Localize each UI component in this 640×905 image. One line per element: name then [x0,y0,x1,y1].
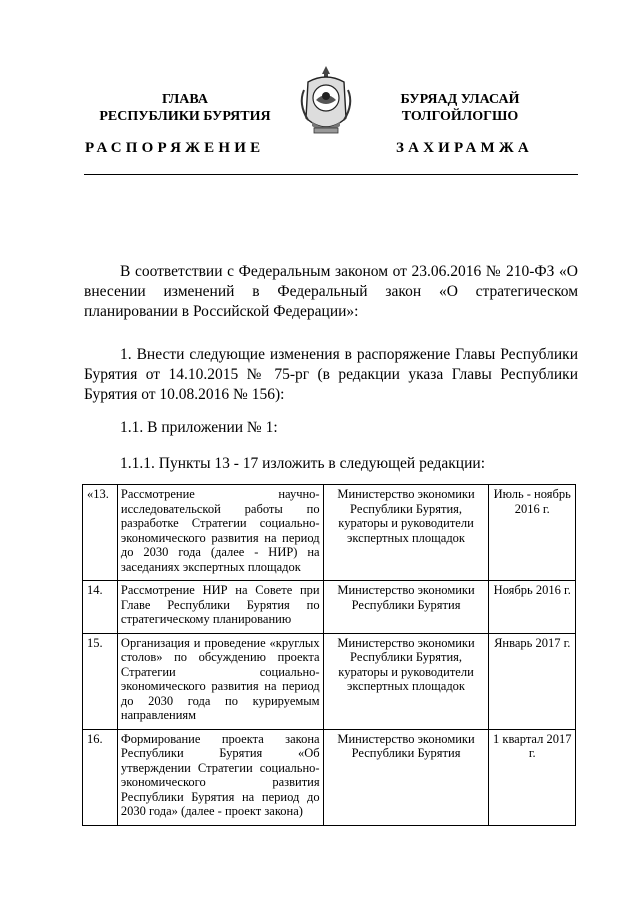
header-left-line1: ГЛАВА [162,92,208,107]
row-deadline: Январь 2017 г. [489,633,576,729]
table-row [83,485,576,581]
header-right-line2: ТОЛГОЙЛОГШО [401,109,519,124]
doc-type-left: РАСПОРЯЖЕНИЕ [85,140,265,156]
item-1-1-paragraph: 1.1. В приложении № 1: [120,419,278,436]
row-responsible: Министерство экономики Республики Бурятия [323,581,489,634]
row-number: 14. [83,581,118,634]
doc-type-right: ЗАХИРАМЖА [396,140,533,156]
row-description: Рассмотрение научно-исследовательской работы по разработке Стратегии социально-экономического развития на период до 2030 года (далее - НИР) на заседаниях экспертных площадок [117,485,323,581]
row-number: 16. [83,729,118,825]
intro-paragraph: В соответствии с Федеральным законом от 23.06.2016 № 210-ФЗ «О внесении изменений в Федеральный закон «О стратегическом планировании в Российской Федерации»: [84,263,578,320]
row-description: Рассмотрение НИР на Совете при Главе Республики Бурятия по стратегическому планированию [117,581,323,634]
header-right [360,91,560,125]
header-divider [84,174,578,175]
item-1-paragraph: 1. Внести следующие изменения в распоряжение Главы Республики Бурятия от 14.10.2015 № 75-рг (в редакции указа Главы Республики Бурятия от 10.08.2016 № 156): [84,346,578,403]
row-responsible: Министерство экономики Республики Бурятия, кураторы и руководители экспертных площадок [323,485,489,581]
header-left [70,91,300,125]
table-row [83,633,576,729]
row-number: «13. [83,485,118,581]
row-description: Формирование проекта закона Республики Бурятия «Об утверждении Стратегии социально-экономического развития Республики Бурятия на период до 2030 года» (далее - проект закона) [117,729,323,825]
item-1-1-1-paragraph: 1.1.1. Пункты 13 - 17 изложить в следующей редакции: [120,455,485,472]
row-deadline: 1 квартал 2017 г. [489,729,576,825]
row-responsible: Министерство экономики Республики Бурятия, кураторы и руководители экспертных площадок [323,633,489,729]
plan-table [82,484,576,826]
row-description: Организация и проведение «круглых столов» по обсуждению проекта Стратегии социально-экономического развития на период до 2030 года по курируемым направлениям [117,633,323,729]
table-row [83,729,576,825]
header-right-line1: БУРЯАД УЛАСАЙ [400,92,520,107]
row-number: 15. [83,633,118,729]
row-responsible: Министерство экономики Республики Бурятия [323,729,489,825]
republic-emblem-icon [294,60,358,144]
row-deadline: Июль - ноябрь 2016 г. [489,485,576,581]
table-row [83,581,576,634]
header-left-line2: РЕСПУБЛИКИ БУРЯТИЯ [99,109,271,124]
row-deadline: Ноябрь 2016 г. [489,581,576,634]
